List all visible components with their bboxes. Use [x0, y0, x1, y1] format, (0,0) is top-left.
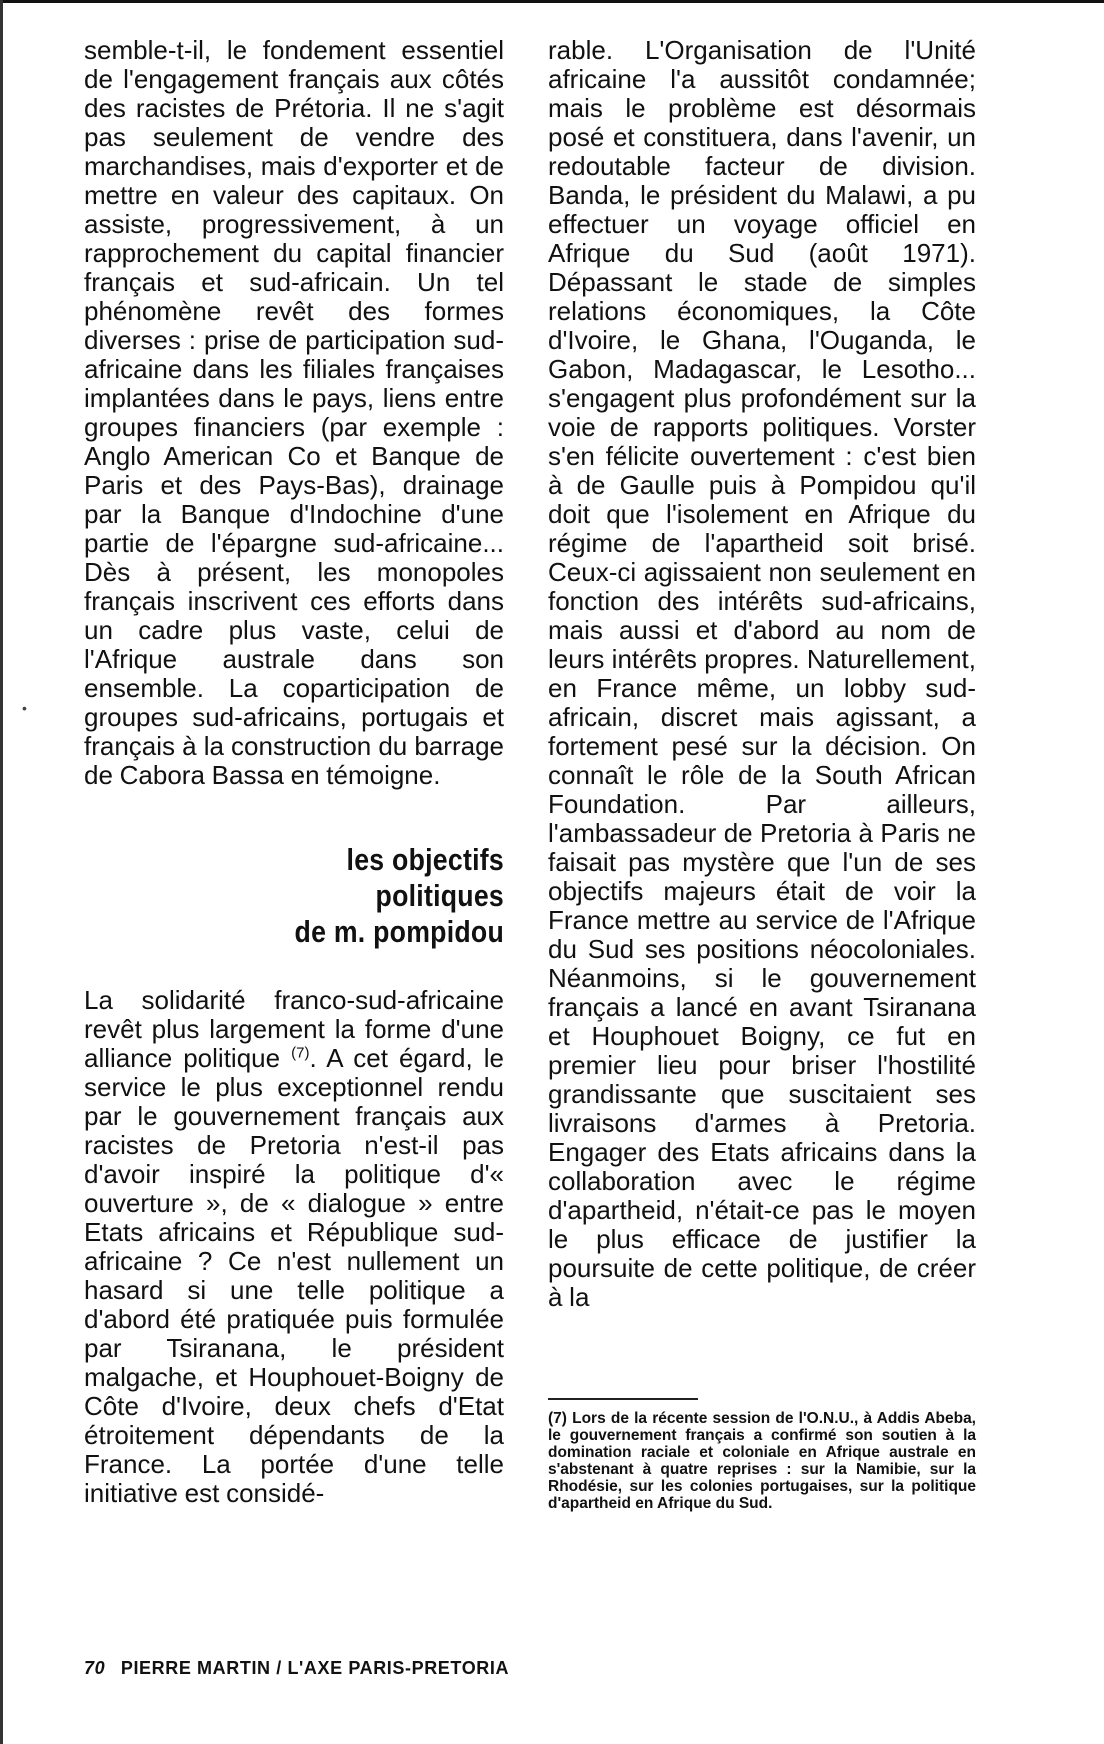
left-paragraph-2-start: La solidarité franco-sud-africaine revêt plus largement la forme d'une alliance politique: [84, 985, 504, 1073]
running-title: PIERRE MARTIN / L'AXE PARIS-PRETORIA: [120, 1658, 510, 1678]
right-paragraph: rable. L'Organisation de l'Unité africaine l'a aussitôt condamnée; mais le problème est désormais posé et constituera, dans l'avenir, un redoutable facteur de division. Banda, le président du Malawi, a pu effectuer un voyage officiel en Afrique du Sud (août 1971). Dépassant le stade de simples relations économiques, la Côte d'Ivoire, le Ghana, l'Ouganda, le Gabon, Madagascar, le Lesotho... s'engagent plus profondément sur la voie de rapports politiques. Vorster s'en félicite ouvertement : c'est bien à de Gaulle puis à Pompidou qu'il doit que l'isolement en Afrique du régime de l'apartheid soit brisé. Ceux-ci agissaient non seulement en fonction des intérêts sud-africains, mais aussi et d'abord au nom de leurs intérêts propres. Naturellement, en France même, un lobby sud-africain, discret mais agissant, a fortement pesé sur la décision. On connaît le rôle de la South African Foundation. Par ailleurs, l'ambassadeur de Pretoria à Paris ne faisait pas mystère que l'un de ses objectifs majeurs était de voir la France mettre au service de l'Afrique du Sud ses positions néocoloniales. Néanmoins, si le gouvernement français a lancé en avant Tsiranana et Houphouet Boigny, ce fut en premier lieu pour briser l'hostilité grandissante que suscitaient ses livraisons d'armes à Pretoria. Engager des Etats africains dans la collaboration avec le régime d'apartheid, n'était-ce pas le moyen le plus efficace de justifier la poursuite de cette politique, de créer à la: [548, 35, 976, 1312]
left-column: [84, 36, 504, 1508]
heading-line-2: politiques: [375, 878, 504, 913]
page-footer: [84, 1658, 509, 1679]
left-paragraph-2: [84, 986, 504, 1508]
footnote-reference: (7): [291, 1044, 310, 1062]
footnote: (7) Lors de la récente session de l'O.N.U., à Addis Abeba, le gouvernement français a confirmé son soutien à la domination raciale et coloniale en Afrique australe en s'abstenant à quatre reprises : sur la Namibie, sur la Rhodésie, sur les colonies portugaises, sur la politique d'apartheid en Afrique du Sud.: [548, 1410, 976, 1512]
left-paragraph-1: semble-t-il, le fondement essentiel de l'engagement français aux côtés des racistes de Prétoria. Il ne s'agit pas seulement de vendre des marchandises, mais d'exporter et de mettre en valeur des capitaux. On assiste, progressivement, à un rapprochement du capital financier français et sud-africain. Un tel phénomène revêt des formes diverses : prise de participation sud-africaine dans les filiales françaises implantées dans le pays, liens entre groupes financiers (par exemple : Anglo American Co et Banque de Paris et des Pays-Bas), drainage par la Banque d'Indochine d'une partie de l'épargne sud-africaine... Dès à présent, les monopoles français inscrivent ces efforts dans un cadre plus vaste, celui de l'Afrique australe dans son ensemble. La coparticipation de groupes sud-africains, portugais et français à la construction du barrage de Cabora Bassa en témoigne.: [84, 35, 504, 790]
heading-line-1: les objectifs: [346, 842, 504, 877]
left-border-rule: [0, 0, 3, 1744]
right-column: [548, 36, 976, 1312]
footnote-rule: [548, 1398, 698, 1400]
section-heading: [143, 842, 504, 950]
heading-line-3: de m. pompidou: [294, 914, 504, 949]
margin-mark: •: [22, 700, 27, 716]
page-number: 70: [84, 1658, 106, 1678]
top-border-rule: [0, 0, 1104, 6]
left-paragraph-2-end: . A cet égard, le service le plus exceptionnel rendu par le gouvernement français aux racistes de Pretoria n'est-il pas d'avoir inspiré la politique d'« ouverture », de « dialogue » entre Etats africains et République sud-africaine ? Ce n'est nullement un hasard si une telle politique a d'abord été pratiquée puis formulée par Tsiranana, le président malgache, et Houphouet-Boigny de Côte d'Ivoire, deux chefs d'Etat étroitement dépendants de la France. La portée d'une telle initiative est considé-: [84, 1043, 504, 1508]
